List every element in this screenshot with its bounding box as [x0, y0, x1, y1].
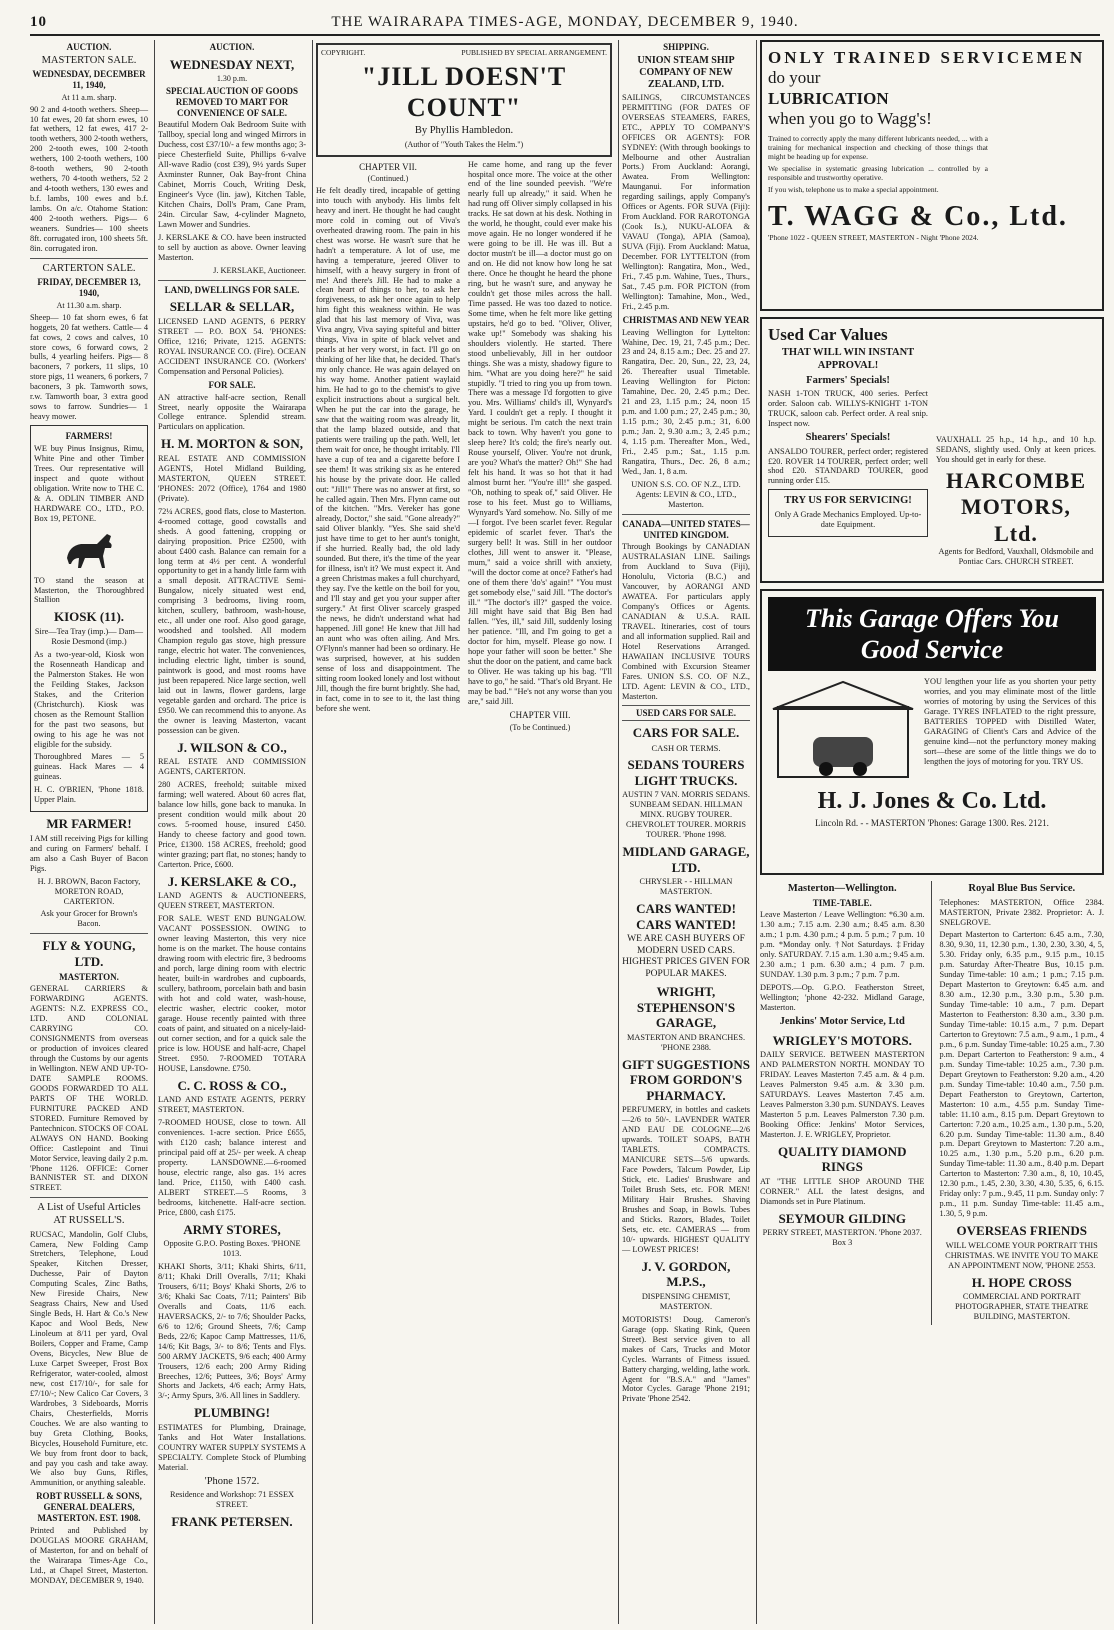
shearers-specials-list: ANSALDO TOURER, perfect order; registered £20. ROVER 14 TOURER, perfect order; well shod £20. STANDARD TOURER, good running order £15. — [768, 446, 928, 486]
shipping-heading: SHIPPING. — [663, 42, 709, 52]
masterton-sale-date: WEDNESDAY, DECEMBER 11, 1940, — [32, 69, 146, 91]
army-stores-body: KHAKI Shorts, 3/11; Khaki Shirts, 6/11, 8/11; Khaki Drill Overalls, 7/11; Khaki Trousers, 6/11; Boys' Khaki Shorts, 2/6 to 3/6; Khaki Sac Coats, 7/11; Painters' Bib Overalls and Coats, 11/6 each. HAVERSACKS, 2/- to 7/6; Shoulder Packs, 6/6 to 12/6; Ground Sheets, 7/6; Camp Beds, 22/6; Kapoc Camp Mattresses, 11/6, 14/6; Kit Bags, 3/- to 8/6; Tents and Flys. 500 ARMY JACKETS, 9/6 each; 400 Army Trousers, 12/6 each; 200 Army Riding Breeches, 12/6; Puttees, 3/6; Boys' Army Shorts and Jackets, 4/6 each; Army Hats, 3/-; Army Spurs, 3/6. All lines in Saddlery. — [158, 1262, 306, 1401]
ross-listings: 7-ROOMED HOUSE, close to town. All conveniences. 1-acre section. Price £655, with £120 cash; balance interest and principal paid off at 25/- per week. A cheap property. LANSDOWNE.—6-roomed house, electric range, also gas. 1½ acres land. Price, £1150, with £400 cash. ALBERT STREET.—5 Rooms, 3 bedrooms, kitchenette. Half-acre section. Price, £800, cash £175. — [158, 1118, 306, 1217]
carterton-sale-heading: CARTERTON SALE. — [42, 262, 136, 274]
morton-listings: 72¼ ACRES, good flats, close to Masterton. 4-roomed cottage, good cowstalls and sheds. A good fattening, cropping or dairying proposition. Price £2500, with about £400 cash. Balance can remain for a long term at 4½ per cent. A wonderful opportunity to get in a handy little farm with a small deposit. ATTRACTIVE Semi-Bungalow, nicely situated west end, comprising 3 bedrooms, living room, kitchen, scullery, bathroom, wash-house, etc., all under one roof. Also good garage, woodshed and toolshed. All modern Champion regulo gas stove, high pressure range, electric hot water. The conveniences, including electric light, timber is sound, paintwork is good, and most rooms have just been repapered. Nice large section, well laid out in lawns, flower gardens, large vegetable garden and orchard. The price is £950. We can recommend this to anyone. As the owner is leaving Masterton, vacant possession can be given. — [158, 506, 306, 735]
harcombe-ad — [760, 317, 1104, 583]
army-stores-heading: ARMY STORES, — [183, 1221, 281, 1237]
wrigley-body: DAILY SERVICE. BETWEEN MASTERTON AND PALMERSTON NORTH. MONDAY TO FRIDAY. Leaves Masterton 7.45 a.m. & 4 p.m. Leaves Palmerston 9.45 a.m. & 3.30 p.m. SATURDAYS. Leaves Masterton 7.45 a.m. Leaves Palmerston 3.30 p.m. SUNDAYS. Leaves Masterton 5 p.m. Leaves Palmerston 7.30 p.m. Booking Office: Jenkins' Motor Services, Masterton. J. E. WRIGLEY, Proprietor. — [760, 1050, 925, 1139]
wrigley-heading: WRIGLEY'S MOTORS. — [772, 1032, 912, 1048]
try-us-box — [768, 489, 928, 537]
car-illustration-space — [936, 325, 1096, 435]
divider — [30, 258, 148, 259]
serial-title: "JILL DOESN'T COUNT" — [361, 62, 567, 123]
continued-label: (Continued.) — [367, 174, 409, 184]
printer-imprint: Printed and Published by DOUGLAS MOORE GRAHAM, of Masterton, for and on behalf of the Wairarapa Times-Age Co., Ltd., at Chapel Street, Masterton. MONDAY, DECEMBER 9, 1940. — [30, 1525, 148, 1585]
kerslake2-heading: J. KERSLAKE & CO., — [167, 873, 297, 889]
cars-list: AUSTIN 7 VAN. MORRIS SEDANS. SUNBEAM SEDAN. HILLMAN MINX. RUGBY TOURER. CHEVROLET TOURER. MORRIS TOURER. 'Phone 1998. — [622, 790, 750, 840]
ross-heading: C. C. ROSS & CO., — [177, 1077, 287, 1093]
wilson-heading: J. WILSON & CO., — [177, 739, 287, 755]
timetable-body: Leave Masterton / Leave Wellington: *6.30 a.m. 1.30 a.m.; 7.15 a.m. 2.30 a.m.; 8.45 a.m. 8.30 a.m.; 1 p.m. 4.30 p.m.; 4 p.m. 5 p.m.; 7 p.m. 10 p.m. *Monday only. †Not Saturdays. ‡Friday only. SATURDAY. 7.15 a.m. 1.30 a.m.; 9.45 a.m. 2.30 a.m.; 1 p.m. 6.30 a.m.; 4 p.m. 7 p.m. SUNDAY. 1.30 p.m. 3 p.m.; 7 p.m. 7 p.m. — [760, 910, 925, 980]
page-number: 10 — [30, 14, 47, 30]
carterton-sale-time: At 11.30 a.m. sharp. — [56, 301, 122, 311]
kiosk-body: As a two-year-old, Kiosk won the Rosenneath Handicap and the Palmerston Stakes. He won the Feilding Stakes, Jackson Stakes, and the Criterion (Christchurch). Kiosk was chosen as the Remount Stallion for the past two seasons, but owing to his age he was not eligible for the subsidy. — [34, 649, 144, 749]
jones-content — [768, 677, 1096, 787]
royal-blue-body: Depart Masterton to Carterton: 6.45 a.m., 7.30, 8.30, 9.30, 11, 12.30 p.m., 1.30, 2.30, 3.30, 4, 5, 5.30. Friday only, 6.35 p.m., 9.15 p.m., 10.15 p.m. Saturday After-Theatre Bus, 10.15 p.m. Sunday Time-table: 10 a.m.; 1 p.m.; 7.15 p.m. Depart Masterton to Greytown: 6.45 a.m. and 8.30 a.m., 12.30 p.m., 3.30 p.m., 5.30 p.m. Sunday Time-table: 10 a.m., 7 p.m. Depart Masterton to Featherston: 8.30 a.m., 3.30 p.m. Sunday Time-table: 10.15 a.m., 7 p.m. Depart Carterton to Greytown: 7.5 a.m., 9 a.m., 1 p.m., 4 p.m., 6 p.m. Sunday Time-table: 10.25 a.m., 7.30 p.m. Depart Carterton to Featherston: 9 a.m., 4 p.m. Sunday Time-table: 10.25 a.m., 7.30 p.m. Depart Greytown to Featherston: 9.20 a.m., 4.20 p.m. Sunday Time-table: 10.40 a.m., 7.50 p.m. Depart Featherston to Greytown, Carterton, Masterton: 10 a.m., 4.55 p.m. Sunday Time-table: 11.10 a.m., 8.15 p.m. Depart Greytown to Carterton: 7.20 a.m., 10.25 a.m., 1.30 p.m., 5.20, 6.20 p.m. Sunday Time-table: 11.30 a.m., 8.40 p.m. Depart Greytown to Masterton: 7.20 a.m., 10.25 a.m., 1.30 p.m., 5.20 p.m., 6.20 p.m. Sunday Time-table: 11.30 a.m., 8.40 p.m. Depart Carterton to Masterton: 7.30 a.m., 8, 10, 10.45, 12.30 p.m., 1.45, 2.30, 3.30, 4.30, 5.35, 6, 6.15. Friday only: 7 p.m., 9.45, 11 p.m. Sunday only: 7 p.m., 11 p.m. Sunday Time-table: 11.45 a.m., 1.30, 5, 9 p.m. — [939, 930, 1104, 1219]
russell-signature: ROBT RUSSELL & SONS, GENERAL DEALERS, MASTERTON. EST. 1908. — [36, 1491, 142, 1523]
wright-heading: WRIGHT, STEPHENSON'S GARAGE, — [636, 983, 736, 1031]
serial-right-column — [468, 160, 612, 735]
sellar-body: LICENSED LAND AGENTS, 6 PERRY STREET — P.O. BOX 54. 'PHONES: Office, 1216; Private, 1215. AGENTS: ROYAL INSURANCE CO. (Fire). OCEAN ACCIDENT INSURANCE CO. (Workers' Compensation and Personal Policies). — [158, 317, 306, 376]
try-us-body: Only A Grade Mechanics Employed. Up-to-date Equipment. — [774, 509, 922, 529]
seymour-heading: SEYMOUR GILDING — [778, 1210, 906, 1226]
sellar-heading: SELLAR & SELLAR, — [169, 299, 295, 315]
horse-illustration — [59, 528, 119, 572]
overseas-body: WILL WELCOME YOUR PORTRAIT THIS CHRISTMAS. WE INVITE YOU TO MAKE AN APPOINTMENT NOW, 'PHONE 2553. — [945, 1240, 1099, 1270]
wagg-paragraph-2: We specialise in systematic greasing lubrication ... controlled by a responsible and trustworthy operative. — [768, 163, 988, 182]
shearers-specials: Shearers' Specials! — [805, 431, 891, 443]
morton-heading: H. M. MORTON & SON, — [161, 436, 303, 452]
wagg-paragraph-1: Trained to correctly apply the many different lubricants needed, ... with a training for mechanical inspection and checking of those things that might be heading up for expense. — [768, 133, 988, 161]
cash-or-terms: CASH OR TERMS. — [651, 742, 721, 753]
divider — [30, 933, 148, 934]
wright-sub: MASTERTON AND BRANCHES. 'PHONE 2388. — [626, 1032, 746, 1052]
instant-approval: THAT WILL WIN INSTANT APPROVAL! — [781, 347, 915, 371]
motorists-notice: MOTORISTS! Doug. Cameron's Garage (opp. Skating Rink, Queen Street). Best service given to all makes of Cars, Trucks and Motor Cycles. Warrants of Fitness issued. Battery charging, welding, lathe work. Agent for "B.S.A." and "James" Motor Cycles. Garage 'Phone 2191; Private 'Phone 2542. — [622, 1314, 750, 1404]
timetable-heading: Masterton—Wellington. — [787, 883, 897, 894]
used-cars-heading: USED CARS FOR SALE. — [622, 705, 750, 722]
cash-buyers: WE ARE CASH BUYERS OF MODERN USED CARS. HIGHEST PRICES GIVEN FOR POPULAR MAKES. — [622, 934, 750, 979]
union-signature: UNION S.S. CO. OF N.Z., LTD. Agents: LEVIN & CO., LTD., Masterton. — [631, 479, 741, 509]
used-car-values: Used Car Values — [768, 325, 888, 344]
copyright-label: COPYRIGHT. — [321, 48, 366, 57]
kiosk-intro: TO stand the season at Masterton, the Thoroughbred Stallion — [34, 575, 144, 605]
kerslake-signature: J. KERSLAKE, Auctioneer. — [213, 265, 306, 275]
wagg-address: 'Phone 1022 - QUEEN STREET, MASTERTON - Night 'Phone 2024. — [768, 233, 979, 243]
mr-farmer-body: I AM still receiving Pigs for killing and curing on Farmers' behalf. I am also a Cash Buyer of Bacon Pigs. — [30, 833, 148, 873]
kiosk-name: KIOSK (11). — [53, 609, 125, 625]
rings-heading: QUALITY DIAMOND RINGS — [778, 1143, 907, 1175]
russell-heading: A List of Useful Articles AT RUSSELL'S. — [37, 1202, 141, 1226]
sedans-heading: SEDANS TOURERS LIGHT TRUCKS. — [627, 757, 745, 788]
cars-for-sale: CARS FOR SALE. — [632, 725, 740, 741]
plumbing-heading: PLUMBING! — [194, 1405, 270, 1421]
kerslake2-body: LAND AGENTS & AUCTIONEERS, QUEEN STREET, MASTERTON. — [158, 891, 306, 911]
farmers-specials: Farmers' Specials! — [806, 374, 890, 386]
royal-blue-column — [940, 881, 1105, 1325]
auction-heading: AUCTION. — [66, 42, 112, 52]
wagg-line1: do your — [768, 68, 821, 88]
timetable-column — [760, 881, 932, 1325]
plumbing-name: FRANK PETERSEN. — [171, 1514, 293, 1530]
xmas-body: Leaving Wellington for Lyttelton: Wahine, Dec. 19, 21, 7.45 p.m.; Dec. 23 and 24, 8.15 a.m.; Dec. 25 and 27. Rangatira, Dec. 20, Sun., 22, 23, 24, 26. Thereafter usual Timetable. Leaving Wellington for Picton: Tamahine, Dec. 20, 2.45 p.m.; Dec. 21 and 23, 1.15 p.m.; 24, noon 15 p.m. and 1.00 p.m.; 27, 2.45 p.m.; 30, 1.15 p.m.; 30, 2.45 p.m.; 31, 6.00 p.m.; Jan. 2, 9.30 a.m.; 3, 2.45 p.m.; 4, 1.15 p.m. Thereafter Mon., Wed., Fri., 2.45 p.m.; Sat., 1.15 p.m. Rangatira, Thurs., Dec. 26, 8 a.m.; Wed., Jan. 1, 8 a.m. — [622, 327, 750, 476]
gift-body: PERFUMERY, in bottles and caskets—2/6 to 50/-. LAVENDER WATER AND EAU DE COLOGNE—2/6 upwards. TOILET SOAPS, BATH TABLETS. COMPACTS. MANICURE SETS—5/6 upwards. Face Powders, Talcum Powder, Lip Stick, etc. Ladies' Brushware and Toilet Brush Sets, etc. FOR MEN! Military Hair Brushes. Shaving Brushes and Soap, in Bowls. Tubes and Sticks. Razors, Blades, Toilet Sets, etc. etc. CAMERAS — from 10/- upwards. HIGHEST QUALITY— LOWEST PRICES! — [622, 1105, 750, 1254]
brown-signature: H. J. BROWN, Bacon Factory, MORETON ROAD, CARTERTON. — [37, 876, 141, 906]
plumbing-body: ESTIMATES for Plumbing, Drainage, Tanks and Hot Water Installations. COUNTRY WATER SUPPLY SYSTEMS A SPECIALTY. Complete Stock of Plumbing Material. — [158, 1422, 306, 1472]
garage-illustration — [768, 677, 918, 787]
jones-name: H. J. Jones & Co. Ltd. — [817, 788, 1047, 815]
jenkins-heading: Jenkins' Motor Service, Ltd — [779, 1015, 905, 1027]
kerslake-note: J. KERSLAKE & CO. have been instructed to sell by auction as above. Owner leaving Masterton. — [158, 232, 306, 262]
column-3-serial — [316, 40, 619, 1624]
cross-heading: H. HOPE CROSS — [971, 1274, 1072, 1290]
wilson-listings: 280 ACRES, freehold; suitable mixed farming; well watered. About 60 acres flat, balance low hills, gone back to manuka. In present condition would milk about 20 cows. 5-roomed house, insured £450. Handy to cheese factory and good town. Price, £1300. 158 ACRES, freehold; good winter grazing; part flat, no stones; handy to Carterton. Price, £600. — [158, 780, 306, 869]
jones-address: Lincoln Rd. - - MASTERTON 'Phones: Garage 1300. Res. 2121. — [815, 818, 1049, 829]
cross-sub: COMMERCIAL AND PORTRAIT PHOTOGRAPHER, STATE THEATRE BUILDING, MASTERTON. — [955, 1292, 1089, 1322]
special-auction-body: Beautiful Modern Oak Bedroom Suite with Tallboy, special long and winged Mirrors in Duchess, cost £37/10/- a few months ago; 3-piece Chesterfield Suite, Phillips 6-valve All-wave Radio (cost £39), 9½ yards Super Axminster Runner, Oak Bay-front China Cabinet, Morris Couch, Writing Desk, Engineer's Vyce (lin. jaw), Kitchen Table, Kitchen Chairs, Doll's Pram, Cane Pram, 24in. Circular Saw, 4-cylinder Magneto, Lawn Mower and Sundries. — [158, 120, 306, 229]
morton-body: REAL ESTATE AND COMMISSION AGENTS, Hotel Midland Building, MASTERTON, QUEEN STREET. 'PHONES: 2072 (Office), 1764 and 1980 (Private). — [158, 453, 306, 503]
serial-header-box — [316, 43, 612, 157]
harcombe-right — [936, 325, 1096, 575]
story-text-left: He felt deadly tired, incapable of getting into touch with anybody. His limbs felt heavy and inert. He thought he had caught more cold in coming out of Viva's overheated drawing room. The pain in his chest was worse. He wasn't sure that he hadn't a temperature. A lot of use, me having a temperature, jeered Oliver to himself, with a heavy surgery in front of me! And there's Jill. He had to make a clean heart of things to her, to ask her forgiveness, to ask her once again to help him fight this weakness within. He was glad that his last memory of Viva, was Viva angry, Viva saying spiteful and bitter things, Viva in spite of black velvet and pearls at her very worst, in fact. I'll go on thinking of her like that, he decided. That's my only chance. He was again delayed on his way home. Another patient waylaid him. He had to go to the chemist's to give explicit instructions about a surgical belt. When he put the car into the garage, he saw that the waiting room was already lit, that the lamp blazed outside, and that patients were trailing up the path. Well, let them wait for once, he thought irritably. I'll have a cup of tea and a cigarette before I see them! It was striking six as he entered his house by the private door. He called out: "Jill!" There was no answer at first, so he called again. Then Mrs. Flynn came out of the kitchen. "Mrs. Vereker has gone already, Doctor," she said. "Gone already?" said Oliver blankly. "Yes. She said she'd just have time to get to her aunt's tonight, if she hurried. Really bad, the old lady sounded. But there, it's the time of the year for illness, isn't it? We must expect it. And a green Christmas makes a full churchyard, they say. I've the kettle on the boil for you, and I'll stay and get you your supper after surgery." At first Oliver scarcely grasped the news, he didn't understand what had happened. Jill gone! He knew that Jill had an aunt who was often ailing. And Mrs. O'Flynn's manner had been so ordinary. He was surprised, however, at his sudden sense of loss and disappointment. The sitting room looked lonely and lost without Jill, though the fire burnt brightly. She had, in fact, come in to see to it, the last thing before she went. — [316, 185, 460, 713]
masthead — [30, 8, 1100, 36]
army-stores-sub: Opposite G.P.O. Posting Boxes. 'PHONE 1013. — [163, 1239, 301, 1259]
gordon-sub: DISPENSING CHEMIST, MASTERTON. — [641, 1291, 731, 1311]
published-label: PUBLISHED BY SPECIAL ARRANGEMENT. — [461, 48, 607, 57]
jones-banner: This Garage Offers You Good Service — [768, 597, 1096, 671]
cars-wanted: CARS WANTED! CARS WANTED! — [636, 901, 736, 932]
fly-young-location: MASTERTON. — [59, 971, 119, 982]
wednesday-heading: WEDNESDAY NEXT, — [169, 56, 295, 72]
masterton-sale-body: 90 2 and 4-tooth wethers. Sheep— 10 fat ewes, 20 fat shorn ewes, 10 fat wethers, 12 fat ewes, 417 2-tooth wethers, 300 2-tooth wethers, 200 2-tooth ewes, 100 2-tooth wethers, 100 2-tooth wethers, 100 8-tooth wethers, 90 2-tooth wethers, 70 4-tooth wethers, 52 2 and 4-tooth wethers, 130 ewes and b.f. lambs, 100 ewes and b.f. lambs. On a/c. Otahome Station: 400 2-tooth wethers. Pigs— 6 weaners. Sundries— 100 sheets 8ft. corrugated iron, 100 sheets 5ft. 8in. corrugated iron. — [30, 104, 148, 253]
plumbing-phone: 'Phone 1572. — [204, 1475, 260, 1487]
wagg-paragraph-3: If you wish, telephone us to make a special appointment. — [768, 184, 939, 194]
column-5 — [760, 40, 1104, 1624]
kiosk-fees: Thoroughbred Mares — 5 guineas. Hack Mares — 4 guineas. — [34, 752, 144, 782]
canada-heading: CANADA—UNITED STATES—UNITED KINGDOM. — [622, 518, 750, 540]
brown-tagline: Ask your Grocer for Brown's Bacon. — [40, 909, 138, 929]
chapter-heading: CHAPTER VII. — [359, 161, 417, 172]
union-body: SAILINGS, CIRCUMSTANCES PERMITTING (FOR DATES OF OVERSEAS STEAMERS, FARES, ETC., APPLY TO COMPANY'S OFFICES OR AGENTS): FOR SYDNEY: (With through bookings to Melbourne and other Australian Ports.) From Auckland: Aorangi, Awatea. From Wellington: Maunganui. For information regarding sailings, apply Company's Offices or Agents. FOR SUVA (Fiji): From Auckland. FOR RAROTONGA (Cook Is.), NUKU-ALOFA & VAVAU (Tonga), APIA (Samoa), SUVA (Fiji). From Auckland: Matua, December. FOR LYTTELTON (from Wellington): Rangatira, Mon., Wed., Fri., 7.45 p.m. Wahine, Tues., Thurs., Sat., 7.45 p.m. FOR PICTON (from Wellington): Tamahine, Mon., Wed., Fri., 2.45 p.m. — [622, 92, 750, 311]
serial-left-column — [316, 160, 460, 735]
jones-ad — [760, 589, 1104, 875]
harcombe-left — [768, 325, 928, 575]
try-us-heading: TRY US FOR SERVICING! — [784, 495, 912, 507]
wagg-ad — [760, 40, 1104, 311]
mr-farmer-heading: MR FARMER! — [46, 816, 132, 832]
farmers-body: WE buy Pinus Insignus, Rimu, White Pine and other Timber Trees. Our representative will inspect and quote without obligation. Write now to THE C. & A. ODLIN TIMBER AND HARDWARE CO., LTD., P.O. Box 19, PETONE. — [34, 443, 144, 523]
masthead-title: THE WAIRARAPA TIMES-AGE, MONDAY, DECEMBER 9, 1940. — [331, 14, 799, 30]
canada-body: Through Bookings by CANADIAN AUSTRALASIAN LINE. Sailings from Auckland to Suva (Fiji), Honolulu, Victoria (B.C.) and Vancouver, by AORANGI AND AWATEA. For particulars apply Company's Offices or Agents. CANADIAN & U.S.A. RAIL TRAVEL. Itineraries, cost of tours and all information supplied. Rail and Hotel Reservations Arranged. HAWAIIAN INCLUSIVE TOURS Combined with Excursion Steamer Fares. UNION S.S. CO. OF N.Z., LTD. Agent: LEVIN & CO., LTD., Masterton. — [622, 542, 750, 701]
depots-body: DEPOTS.—Op. G.P.O. Featherston Street, Wellington; 'phone 42-232. Midland Garage, Masterton. — [760, 983, 925, 1012]
kerslake2-listings: FOR SALE. WEST END BUNGALOW. VACANT POSSESSION. OWING to owner leaving Masterton, this very nice home is on the market. The house contains drawing room with electric fire, 3 bedrooms and porch, large dining room with electric heater, built-in wardrobes and cupboards, scullery, bathroom, porcelain bath and basin with hot and cold water, wash-house, electric washer, electric cooker, motor garage. House recently painted with three coats of paint, and situated on a nicely-laid-out corner section, and for a quick sale the price is low. HOUSE and half-acre, Chapel Street. £950. 7-ROOMED TOTARA HOUSE, Lansdowne. £750. — [158, 914, 306, 1073]
kiosk-signature: H. C. O'BRIEN, 'Phone 1818. Upper Plain. — [34, 785, 144, 805]
timetable-sub: TIME-TABLE. — [812, 897, 872, 908]
farmers-heading: FARMERS! — [65, 431, 113, 442]
wagg-heading: ONLY TRAINED SERVICEMEN — [768, 48, 1086, 67]
russell-body: RUCSAC, Mandolin, Golf Clubs, Camera, New Folding Camp Stretchers, Telephone, Loud Speaker, Kitchen Dresser, Duchesse, Pair of Dayton Computing Scales, Zinc Baths, New Fireside Chairs, New Seagrass Chairs, New and Used Single Beds, H. Hart & Co.'s New Kapoc and Wool Beds, New Linoleum at 8/11 per yard, Oval Boilers, Copper and Frame, Camp Ovens, Bicycles, New Blue de Luxe Carpet Sweeper, Frost Box Refrigerator, water-cooled, almost new, cost £17/10/-, for sale for £7/10/-; New Calico Car Covers, 3 Wardrobes, 3 Sideboards, Morris Chairs, Chesterfields, Morris Couches. We are also wanting to buy Greta Clothing, Books, Bicycles, Household Furniture, etc. We buy from front door to back, and pay you cash and take away. We also buy Guns, Rifles, Ammunition, or anything saleable. — [30, 1229, 148, 1488]
carterton-sale-date: FRIDAY, DECEMBER 13, 1940, — [37, 277, 141, 299]
masterton-sale-heading: MASTERTON SALE. — [41, 54, 137, 66]
chapter8-heading: CHAPTER VIII. — [509, 709, 571, 720]
story-text-right: He came home, and rang up the fever hospital once more. The voice at the other end of the line sounded peevish. "We're nearly full up already," it said. When he had rung off Oliver simply collapsed in his tracks. He sat down at his desk. Nothing in the world, he thought, could ever make his move again. He no longer wondered if he were going to be ill. He was ill. But a doctor mustn't be ill—a doctor must go on and on. He did not know how long he sat there. Once he thought he heard the phone ring, but he wasn't sure, and anyway he couldn't get those miles across the hall. Time passed. He was too dazed to notice. Some time, when he felt more like getting upstairs, he'd go to bed. "Oliver, Oliver, wake up!" Somebody was shaking his shoulders violently. He started. There stood unbelievably, Jill in her outdoor things. She was a misty, shadowy figure to him. "What are you doing here?" he said stupidly. "I tried to ring you up from town. There was a message I'd forgotten to give you. Mrs. Williams' child's ill, Wynyard's Yard. I couldn't get a reply. I thought it might be serious. I'm catch the next train back to town. Why haven't you gone to sleep here? It's cold; the fire's nearly out. Rouse yourself, Oliver. You're not drunk, are you? What's the matter? Oh!" She had felt his hand. It was so hot that it had almost burnt her. "You're ill!" she gasped. "Oh, nothing to speak of," said Oliver. He rose to his feet. Must go to Williams, Wynyard's Yard somehow. No. Silly of me—I forgot. I've been scarlet fever. Regular epidemic of scarlet fever. That's the surgery bell! It was. Still in her outdoor clothes, Jill went to answer it. "Please, mum," said a voice shrill with anxiety, "will the doctor come at once? Father's had one of them there 'do's' again!" "You must get somebody else," said Jill. "The doctor's ill." "The doctor's ill?" gasped the voice. Jill might have said that Big Ben had fallen. "Yes, ill," said Jill, suddenly losing her patience. "Ill, and I'm going to get a doctor for him, myself. Please go now. I hope your father will soon be better." She shut the door on the patient, and came back to Oliver. He was taking up his bag. "I'll have to go," he said. "That's old Bryant. He may be bad." "He's not any worse than you are," said Jill. — [468, 159, 612, 707]
xmas-heading: CHRISTMAS AND NEW YEAR — [622, 314, 750, 325]
special-auction-heading: SPECIAL AUCTION OF GOODS REMOVED TO MART FOR CONVENIENCE OF SALE. — [166, 85, 298, 118]
wagg-line3: when you go to Wagg's! — [768, 109, 932, 129]
fly-young-body: GENERAL CARRIERS & FORWARDING AGENTS. AGENTS: N.Z. EXPRESS CO., LTD. AND COLONIAL CARRYING CO. CONSIGNMENTS from overseas or production of invoices cleared through the Customs by our agents in Wellington. NEW AND UP-TO-DATE SAMPLE ROOMS. GOODS FORWARDED TO ALL PARTS OF THE WORLD. FURNITURE PACKED AND STORED. Furniture Removed by Pantechnicon. STOCKS OF COAL ALWAYS ON HAND. Booking Office: Castlepoint and Tinui Motor Service, leaving daily 2 p.m. 'Phone 1126. OFFICE: Corner BANNISTER ST. and DIXON STREET. — [30, 984, 148, 1193]
divider — [30, 1197, 148, 1198]
ross-body: LAND AND ESTATE AGENTS, PERRY STREET, MASTERTON. — [158, 1095, 306, 1115]
fly-young-heading: FLY & YOUNG, LTD. — [42, 938, 136, 969]
kiosk-sire: Sire—Tea Tray (imp.)— Dam—Rosie Desmond (imp.) — [34, 627, 144, 646]
midland-heading: MIDLAND GARAGE, LTD. — [622, 844, 750, 875]
wilson-body: REAL ESTATE AND COMMISSION AGENTS, CARTERTON. — [158, 757, 306, 777]
serial-columns — [316, 160, 612, 735]
serial-top-line — [321, 48, 607, 57]
sellar-sale-body: AN attractive half-acre section, Renall Street, nearly opposite the Wairarapa College entrance. Splendid stream. Particulars on application. — [158, 392, 306, 432]
plumbing-address: Residence and Workshop: 71 ESSEX STREET. — [169, 1490, 295, 1510]
column-1 — [30, 40, 155, 1624]
masterton-sale-time: At 11 a.m. sharp. — [61, 92, 117, 102]
harcombe-sub: Agents for Bedford, Vauxhall, Oldsmobile and Pontiac Cars. CHURCH STREET. — [938, 547, 1094, 566]
col5-bottom — [760, 881, 1104, 1325]
wagg-name: T. WAGG & Co., Ltd. — [768, 200, 1068, 232]
wagg-line2: LUBRICATION — [768, 88, 889, 108]
gordon-heading: J. V. GORDON, M.P.S., — [641, 1258, 731, 1290]
gift-heading: GIFT SUGGESTIONS FROM GORDON'S PHARMACY. — [622, 1056, 751, 1103]
overseas-heading: OVERSEAS FRIENDS — [956, 1223, 1087, 1239]
vauxhall-text: VAUXHALL 25 h.p., 14 h.p., and 10 h.p. SEDANS, slightly used. Only at keen prices. You should get in early for these. — [936, 435, 1096, 464]
rings-body: AT "THE LITTLE SHOP AROUND THE CORNER." ALL the latest designs, and Diamonds set in Pure Platinum. — [760, 1176, 925, 1206]
wednesday-time: 1.30 p.m. — [216, 74, 248, 84]
jones-body: YOU lengthen your life as you shorten your petty worries, and you may eliminate most of the little worries of motoring by using the Services of this Garage. TYRES INFLATED to the right pressure, BATTERIES TOPPED with Distilled Water, GARAGING of Client's Cars and Advice of the genuine kind—not the perfunctory money making sort—these are some of the little things we do to lengthen the joys of motoring for you. TRY US. — [924, 677, 1096, 766]
to-be-continued: (To be Continued.) — [509, 722, 571, 732]
auction-heading: AUCTION. — [209, 42, 255, 52]
midland-sub: CHRYSLER - - HILLMAN MASTERTON. — [639, 877, 733, 897]
royal-blue-telephones: Telephones: MASTERTON, Office 2384. MASTERTON, Private 2382. Proprietor: A. J. SNELGROVE. — [939, 897, 1104, 927]
serial-author-note: (Author of "Youth Takes the Helm.") — [404, 139, 524, 149]
union-heading: UNION STEAM SHIP COMPANY OF NEW ZEALAND, LTD. — [637, 54, 735, 90]
harcombe-name: HARCOMBE MOTORS, Ltd. — [946, 467, 1086, 546]
sellar-for-sale: FOR SALE. — [208, 379, 256, 390]
carterton-sale-body: Sheep— 10 fat shorn ewes, 6 fat hoggets, 20 fat wethers. Cattle— 4 fat cows, 2 cows and calves, 10 store cows, 6 forward cows, 2 bulls, 4 yearling heifers. Pigs— 8 baconers, 7 porkers, 11 slips, 10 store pigs, 11 weaners, 6 porkers, 7 baconers, 3 pk. Tamworth sows, r.w. Tamworth boar, 3 extra good sows to farrow. Sundries— 1 heavy mower. — [30, 312, 148, 422]
column-4 — [622, 40, 757, 1624]
divider — [158, 280, 306, 281]
royal-blue-heading: Royal Blue Bus Service. — [968, 883, 1076, 894]
farmers-specials-list: NASH 1-TON TRUCK, 400 series. Perfect order. Saloon cab. WILLYS-KNIGHT 1-TON TRUCK, saloon cab. Perfect order. A real snip. Inspect now. — [768, 389, 928, 429]
land-heading: LAND, DWELLINGS FOR SALE. — [164, 284, 300, 295]
serial-byline: By Phyllis Hambledon. — [414, 125, 514, 137]
seymour-address: PERRY STREET, MASTERTON. 'Phone 2037. Box 3 — [762, 1228, 922, 1248]
divider — [622, 514, 750, 515]
column-2 — [158, 40, 313, 1624]
farmers-ad — [30, 425, 148, 812]
